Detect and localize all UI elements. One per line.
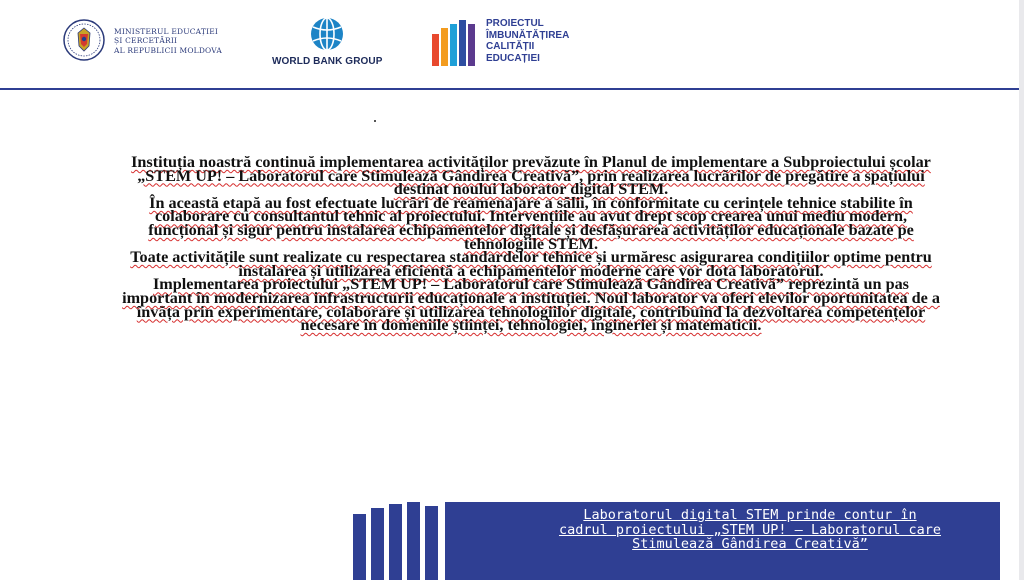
article-paragraph-3: Toate activitățile sunt realizate cu respectarea standardelor tehnice și urmăresc asigurarea condițiilor optime pentru instalarea și utilizarea eficientă a echipamentelor moderne care vor dota laboratorul. bbox=[130, 248, 932, 280]
project-line-3: CALITĂȚII bbox=[486, 41, 535, 52]
footer-bars-decoration bbox=[353, 502, 443, 580]
world-bank-logo bbox=[272, 16, 382, 67]
footer-banner bbox=[445, 502, 1000, 580]
article-body bbox=[118, 153, 944, 335]
ministry-line-1: MINISTERUL EDUCAȚIEI bbox=[114, 26, 219, 36]
colored-bars-logo-icon bbox=[432, 20, 478, 66]
footer-caption: Laboratorul digital STEM prinde contur în cadrul proiectului „STEM UP! – Laboratorul care Stimulează Gândirea Creativă” bbox=[558, 507, 941, 552]
project-name bbox=[486, 18, 569, 64]
header-divider bbox=[0, 88, 1019, 90]
article-paragraph-1: Instituția noastră continuă implementarea activităților prevăzute în Planul de implementare a Subproiectului școlar „STEM UP! – Laboratorul care Stimulează Gândirea Creativă”, prin realizarea lucrărilor de pregătire a spațiului destinat noului laborator digital STEM. bbox=[131, 153, 931, 199]
moldova-coat-of-arms-icon bbox=[62, 16, 106, 66]
stray-dot bbox=[374, 120, 376, 122]
globe-icon bbox=[309, 16, 345, 52]
project-logo bbox=[432, 18, 569, 66]
article-paragraph-2: În această etapă au fost efectuate lucrări de reamenajare a sălii, în conformitate cu cerințele tehnice stabilite în colaborare cu consultantul tehnic al proiectului. Intervențiile au avut drept scop crearea unui mediu modern, funcțional și sigur pentru instalarea echipamentelor digitale și desfășurarea activităților educaționale bazate pe tehnologiile STEM. bbox=[148, 193, 914, 253]
world-bank-name: WORLD BANK GROUP bbox=[272, 56, 383, 67]
project-line-4: EDUCAȚIEI bbox=[486, 52, 540, 64]
project-line-2: ÎMBUNĂTĂȚIREA bbox=[486, 29, 570, 41]
project-line-1: PROIECTUL bbox=[486, 18, 544, 29]
article-paragraph-4: Implementarea proiectului „STEM UP! – Laboratorul care Stimulează Gândirea Creativă” reprezintă un pas important în modernizarea infrastructurii educaționale a instituției. Noul laborator va oferi elevilor oportunitatea de a învăța prin experimentare, colaborare și utilizarea tehnologiilor digitale, contribuind la dezvoltarea competențelor necesare în domeniile științei, tehnologiei, ingineriei și matematicii. bbox=[122, 275, 940, 335]
header bbox=[0, 0, 1019, 88]
window-edge bbox=[1019, 0, 1024, 580]
ministry-logo bbox=[62, 16, 222, 66]
ministry-name bbox=[114, 27, 222, 56]
ministry-line-2: ȘI CERCETĂRII bbox=[114, 36, 178, 46]
ministry-line-3: AL REPUBLICII MOLDOVA bbox=[114, 45, 223, 55]
